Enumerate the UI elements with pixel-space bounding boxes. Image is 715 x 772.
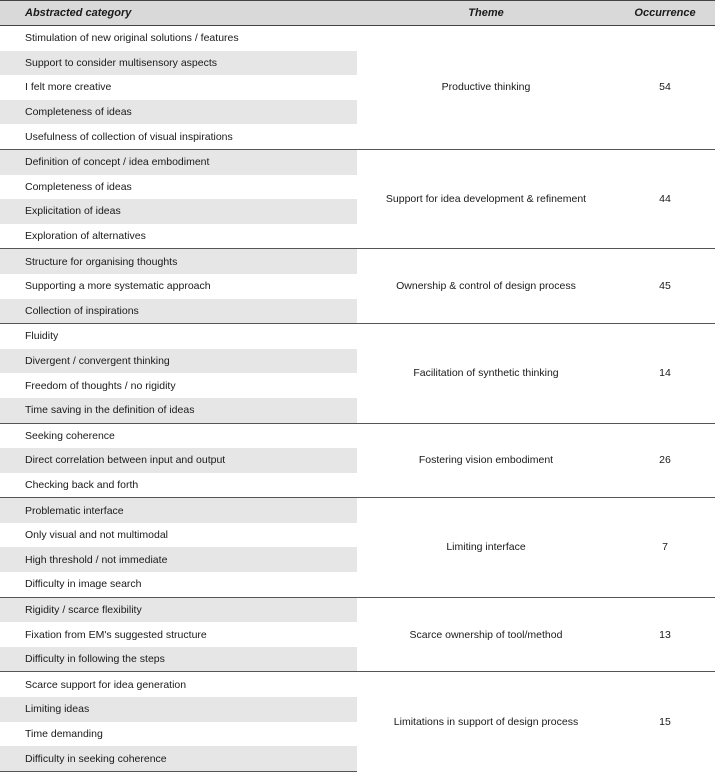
category-cell: Completeness of ideas [25,180,132,193]
category-cell: Problematic interface [0,498,357,523]
category-cell: Limiting ideas [0,697,357,722]
occurrence-cell: 15 [615,672,715,771]
category-cell: Divergent / convergent thinking [0,349,357,374]
table-row [0,249,715,274]
category-cell: Difficulty in following the steps [0,647,357,672]
occurrence-cell: 14 [615,324,715,423]
category-cell: Collection of inspirations [0,299,357,324]
category-cell: Structure for organising thoughts [0,249,357,274]
theme-cell: Productive thinking [357,26,615,150]
category-cell: Difficulty in image search [25,578,142,591]
occurrence-cell: 26 [615,423,715,498]
occurrence-cell: 13 [615,597,715,672]
header-theme: Theme [357,1,615,26]
category-cell: Direct correlation between input and output [0,448,357,473]
theme-cell: Facilitation of synthetic thinking [357,324,615,423]
theme-cell: Limitations in support of design process [357,672,615,771]
table-row [0,149,715,174]
category-cell: Explicitation of ideas [0,199,357,224]
category-cell: Definition of concept / idea embodiment [0,149,357,174]
category-cell: Seeking coherence [0,423,357,448]
table-row [0,672,715,697]
header-category: Abstracted category [0,1,357,26]
category-cell: Checking back and forth [25,478,139,491]
category-cell: High threshold / not immediate [0,547,357,572]
header-occurrence: Occurrence [615,1,715,26]
occurrence-cell: 44 [615,149,715,248]
category-cell: Rigidity / scarce flexibility [0,597,357,622]
occurrence-cell: 7 [615,498,715,597]
category-cell: Completeness of ideas [0,100,357,125]
category-cell: Support to consider multisensory aspects [0,51,357,76]
category-cell: Usefulness of collection of visual inspirations [25,130,233,143]
theme-cell: Limiting interface [357,498,615,597]
category-cell: I felt more creative [25,81,112,94]
theme-cell: Scarce ownership of tool/method [357,597,615,672]
theme-cell: Fostering vision embodiment [357,423,615,498]
category-cell: Scarce support for idea generation [0,672,357,697]
category-cell: Only visual and not multimodal [25,529,168,542]
table-header [0,1,715,26]
occurrence-cell: 54 [615,26,715,150]
category-cell: Time demanding [25,727,103,740]
category-cell: Difficulty in seeking coherence [0,746,357,771]
occurrence-cell: 45 [615,249,715,324]
table-row [0,423,715,448]
category-cell: Fixation from EM's suggested structure [25,628,207,641]
category-cell: Fluidity [0,324,357,349]
category-cell: Exploration of alternatives [25,230,146,243]
table-row [0,597,715,622]
category-cell: Time saving in the definition of ideas [0,398,357,423]
table-row [0,26,715,51]
category-cell: Freedom of thoughts / no rigidity [25,379,176,392]
table-row [0,324,715,349]
table-row [0,498,715,523]
theme-cell: Ownership & control of design process [357,249,615,324]
category-cell: Stimulation of new original solutions / features [0,26,357,51]
table-body [0,26,715,772]
theme-cell: Support for idea development & refinement [357,149,615,248]
category-cell: Supporting a more systematic approach [25,280,211,293]
header-row [0,1,715,26]
